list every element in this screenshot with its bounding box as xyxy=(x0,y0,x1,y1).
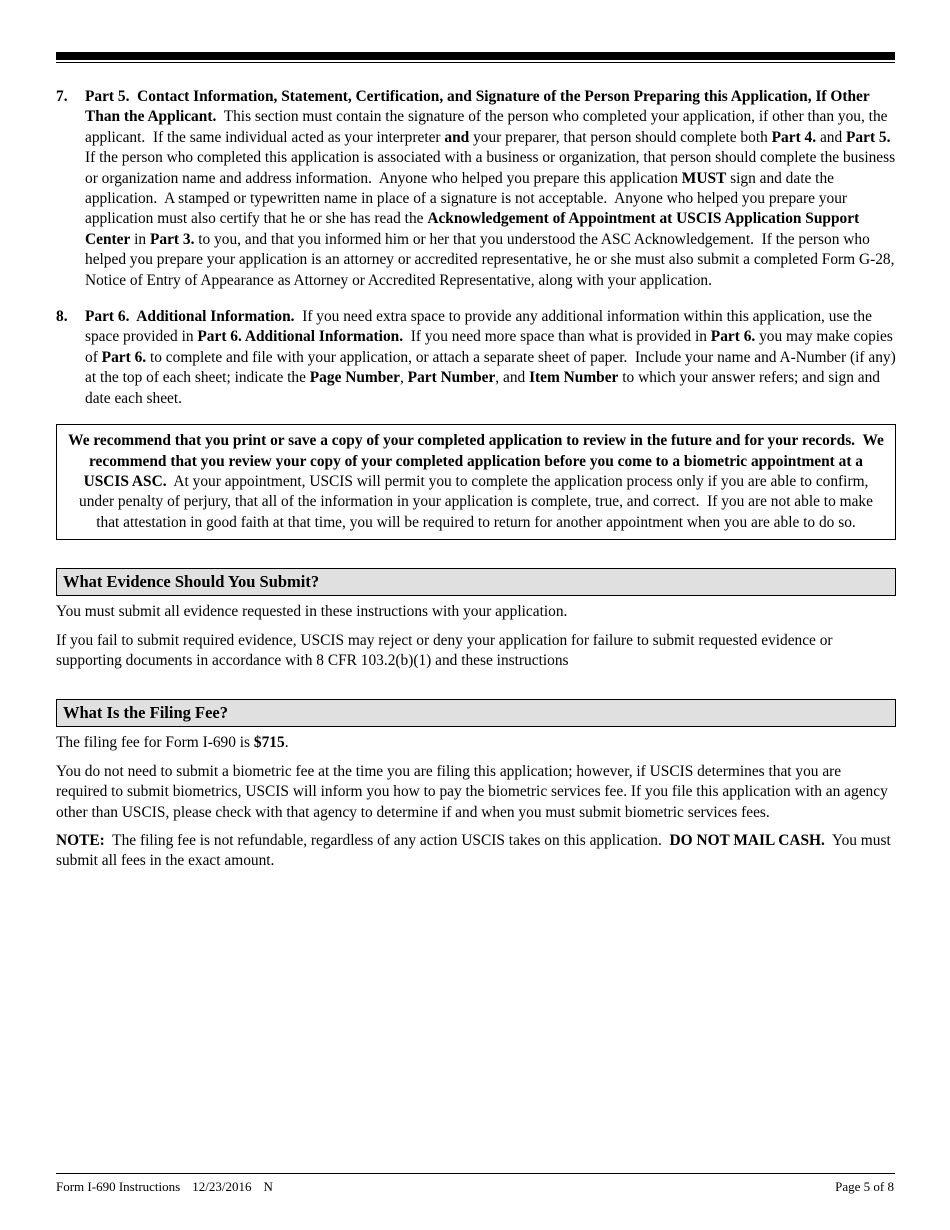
text-run: in xyxy=(130,230,150,248)
section-header-filing-fee: What Is the Filing Fee? xyxy=(56,699,896,727)
footer-page-number: Page 5 of 8 xyxy=(835,1179,894,1194)
header-rule-thin xyxy=(56,62,895,63)
text-run: If you need more space than what is provided in xyxy=(403,328,711,346)
item-7-heading: Part 5. Contact Information, Statement, Certification, and Signature of the Person Preparing this Application, If Other Than the Applicant. xyxy=(85,88,874,126)
footer-edition: N xyxy=(263,1179,273,1194)
instruction-item-7 xyxy=(56,87,899,291)
bold-run: Part Number xyxy=(407,369,496,387)
bold-run: Part 3. xyxy=(149,230,195,248)
instruction-item-8 xyxy=(56,307,900,409)
bold-run: Part 5. xyxy=(846,128,891,146)
fee-note xyxy=(56,831,896,872)
bold-run: MUST xyxy=(681,169,727,187)
item-number: 8. xyxy=(56,308,68,326)
bold-run: Part 6. Additional Information. xyxy=(197,328,404,346)
evidence-paragraph-1: You must submit all evidence requested in these instructions with your application. xyxy=(56,603,568,621)
bold-run: and xyxy=(444,128,470,146)
text-run: to complete and file with your application, or attach a separate sheet of paper. Include your name and A-Number (if any) at the top of each sheet; indicate the xyxy=(85,348,900,387)
bold-run: Page Number xyxy=(309,369,400,387)
item-7-text xyxy=(85,87,899,291)
bold-run: Item Number xyxy=(529,369,619,387)
text-run: sign and date the application. A stamped or typewritten name in place of a signature is not acceptable. Anyone who helped you prepare your application must also certify that he or she has read the xyxy=(85,169,851,228)
text-run: . xyxy=(284,734,289,752)
recommendation-notice-box xyxy=(56,424,896,540)
text-run: you may make copies of xyxy=(85,328,897,366)
evidence-paragraph-2: If you fail to submit required evidence, USCIS may reject or deny your application for failure to submit requested evidence or supporting documents in accordance with 8 CFR 103.2(b)(1) and these instructions xyxy=(56,631,833,669)
text-run: to which your answer refers; and sign and date each sheet. xyxy=(85,369,884,407)
section-header-evidence: What Evidence Should You Submit? xyxy=(56,568,896,596)
bold-run: Part 4. xyxy=(771,128,817,146)
footer-form-name: Form I-690 Instructions xyxy=(56,1179,181,1194)
note-label: NOTE: xyxy=(56,831,105,849)
fee-amount: $715 xyxy=(253,734,285,752)
notice-bold-text: We recommend that you print or save a copy of your completed application to review in the future and for your records. We recommend that you review your copy of your completed application before you come to a biometric appointment at a USCIS ASC. xyxy=(68,432,888,490)
page-content xyxy=(56,87,900,872)
bold-run: DO NOT MAIL CASH. xyxy=(669,831,825,849)
item-8-heading: Part 6. Additional Information. xyxy=(85,308,295,326)
text-run: If you need extra space to provide any additional information within this application, use the space provided in xyxy=(85,308,876,346)
text-run: The filing fee is not refundable, regardless of any action USCIS takes on this application. xyxy=(104,831,670,849)
footer-form-info xyxy=(56,1179,273,1195)
notice-text xyxy=(67,431,888,533)
text-run: , xyxy=(399,369,408,387)
item-number: 7. xyxy=(56,88,68,105)
fee-paragraph-2: You do not need to submit a biometric fee at the time you are filing this application; however, if USCIS determines that you are required to submit biometrics, USCIS will inform you how to pay the biometric services fee. If you file this application with an agency other than USCIS, please check with that agency to determine if and when you must submit biometric services fees. xyxy=(56,762,888,821)
text-run: to you, and that you informed him or her that you understood the ASC Acknowledgement. If the person who helped you prepare your application is an attorney or accredited representative, he or she must also submit a completed Form G-28, Notice of Entry of Appearance as Attorney or Accredited Representative, along with your application. xyxy=(85,230,899,289)
text-run: If the person who completed this application is associated with a business or organization, that person should complete the business or organization name and address information. Anyone who helped you prepare this application xyxy=(85,128,899,187)
item-8-text xyxy=(85,307,900,409)
bold-run: Part 6. xyxy=(101,348,147,366)
bold-run: Acknowledgement of Appointment at USCIS Application Support Center xyxy=(85,210,864,248)
footer-date: 12/23/2016 xyxy=(192,1179,252,1194)
notice-body-text: At your appointment, USCIS will permit you to complete the application process only if you are able to confirm, under penalty of perjury, that all of the information in your application is complete, true, and correct. If you are not able to make that attestation in good faith at that time, you will be required to return for another appointment when you are able to do so. xyxy=(79,472,877,531)
bold-run: Part 6. xyxy=(710,328,756,346)
footer-rule xyxy=(56,1173,895,1174)
text-run: This section must contain the signature of the person who completed your application, if other than you, the applicant. If the same individual acted as your interpreter xyxy=(85,108,892,146)
fee-paragraph-1 xyxy=(56,733,896,753)
text-run: , and xyxy=(495,369,530,387)
text-run: The filing fee for Form I-690 is xyxy=(56,734,254,752)
header-rule xyxy=(56,52,895,60)
text-run: your preparer, that person should complete both xyxy=(469,128,772,146)
text-run: You must submit all fees in the exact amount. xyxy=(56,831,895,870)
text-run: and xyxy=(816,128,847,146)
